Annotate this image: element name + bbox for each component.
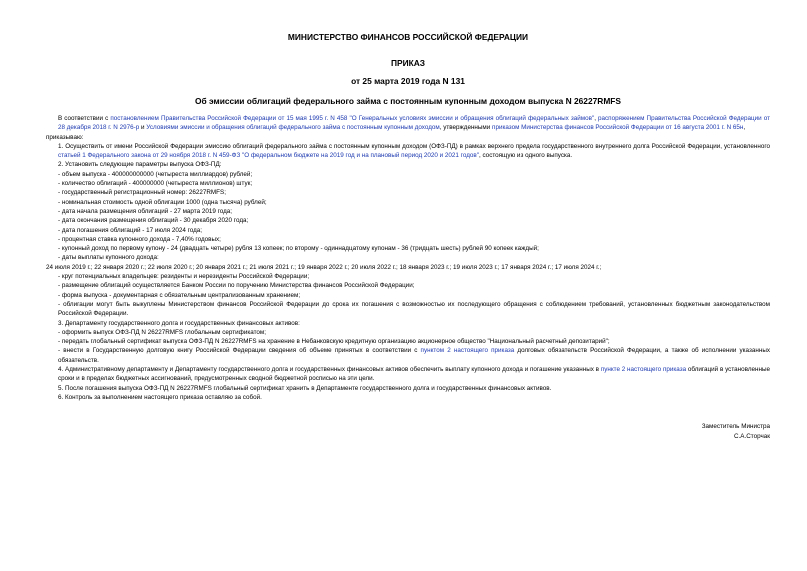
link-government-decree-458[interactable]: постановлением Правительства Российской Федерации от 15 мая 1995 г. N 458 "О Генеральных условиях эмиссии и обращения облигаций федеральных займов" <box>110 115 595 122</box>
item-6-paragraph: 6. Контроль за выполнением настоящего приказа оставляю за собой. <box>58 393 262 401</box>
item-3-c <box>46 346 770 365</box>
item-2-intro: 2. Установить следующие параметры выпуска ОФЗ-ПД: <box>58 161 222 169</box>
link-issue-conditions[interactable]: Условиями эмиссии и обращения облигаций федерального займа с постоянным купонным доходом <box>146 124 440 132</box>
param-buyback: - облигации могут быть выкуплены Министерством финансов Российской Федерации до срока их погашения с возможностью их последующего обращения с соблюдением требований, установленных бюджетным законодательством Российской Федерации. <box>58 300 770 318</box>
preamble-paragraph <box>46 114 770 133</box>
signatory-position: Заместитель Министра <box>701 423 770 430</box>
item-3-c-text: долговых обязательств Российской Федерации, а также об исполнении указанных обязательств. <box>58 347 771 364</box>
param-bond-count: - количество облигаций - 400000000 (четыреста миллионов) штук; <box>58 180 253 188</box>
param-nominal-value: - номинальная стоимость одной облигации 1000 (одна тысяча) рублей; <box>58 198 267 206</box>
item-1-text: , состоящую из одного выпуска. <box>478 152 573 160</box>
param-coupon-rate: - процентная ставка купонного дохода - 7,40% годовых; <box>58 235 221 243</box>
item-5-paragraph: 5. После погашения выпуска ОФЗ-ПД N 26227RMFS глобальный сертификат хранить в Департаменте государственного долга и государственных финансовых активов. <box>58 384 552 392</box>
item-4-paragraph <box>46 365 770 384</box>
item-3-a: - оформить выпуск ОФЗ-ПД N 26227RMFS глобальным сертификатом; <box>58 328 266 336</box>
param-coupon-dates-label: - даты выплаты купонного дохода: <box>58 254 159 262</box>
ministry-heading: МИНИСТЕРСТВО ФИНАНСОВ РОССИЙСКОЙ ФЕДЕРАЦИИ <box>287 32 529 42</box>
date-number-heading: от 25 марта 2019 года N 131 <box>351 76 465 86</box>
param-coupon-income: - купонный доход по первому купону - 24 (двадцать четыре) рубля 13 копеек; по второму - одиннадцатому купонам - 36 (тридцать шесть) рублей 90 копеек каждый; <box>58 245 539 253</box>
document-title: Об эмиссии облигаций федерального займа с постоянным купонным доходом выпуска N 26227RMFS <box>194 96 622 106</box>
param-placement-end: - дата окончания размещения облигаций - 30 декабря 2020 года; <box>58 217 249 225</box>
item-4-text: облигаций в установленные сроки и в пределах бюджетных ассигнований, предусмотренных сводной бюджетной росписью на эти цели. <box>58 366 770 383</box>
param-registration-number: - государственный регистрационный номер: 26227RMFS; <box>58 189 226 197</box>
param-maturity-date: - дата погашения облигаций - 17 июля 2024 года; <box>58 226 203 234</box>
link-federal-law-459-fz[interactable]: статьей 1 Федерального закона от 29 ноября 2018 г. N 459-ФЗ "О федеральном бюджете на 2019 год и на плановый период 2020 и 2021 годов" <box>58 152 479 160</box>
preamble-text: и <box>139 124 147 132</box>
orders-line: приказываю: <box>46 133 84 141</box>
doc-type-heading: ПРИКАЗ <box>390 58 426 68</box>
preamble-text: , <box>743 124 746 132</box>
item-1-paragraph <box>46 142 770 161</box>
link-order-2976-r[interactable]: распоряжением Правительства Российской Федерации от 28 декабря 2018 г. N 2976-р <box>58 115 770 132</box>
preamble-text: В соответствии с <box>58 115 111 122</box>
preamble-text: , <box>594 115 599 122</box>
coupon-payment-dates: 24 июля 2019 г.; 22 января 2020 г.; 22 июля 2020 г.; 20 января 2021 г.; 21 июля 2021 г.; 19 января 2022 г.; 20 июля 2022 г.; 18 января 2023 г.; 19 июля 2023 г.; 17 января 2024 г.; 17 июля 2024 г.; <box>46 263 602 271</box>
link-minfin-order-65n[interactable]: приказом Министерства финансов Российской Федерации от 16 августа 2001 г. N 65н <box>492 124 744 132</box>
link-item-2[interactable]: пункте 2 настоящего приказа <box>600 366 687 374</box>
preamble-text: , утвержденными <box>439 124 493 132</box>
param-issue-volume: - объем выпуска - 400000000000 (четыреста миллиардов) рублей; <box>58 170 253 178</box>
item-1-text: 1. Осуществить от имени Российской Федерации эмиссию облигаций федерального займа с постоянным купонным доходом (ОФЗ-ПД) в рамках верхнего предела государственного внутреннего долга Российской Федерации, установленного <box>58 142 770 150</box>
param-placement-start: - дата начала размещения облигаций - 27 марта 2019 года; <box>58 207 233 215</box>
param-placement-agent: - размещение облигаций осуществляется Банком России по поручению Министерства финансов Российской Федерации; <box>58 282 415 290</box>
signatory-name: С.А.Сторчак <box>733 433 770 440</box>
item-3-c-text: - внести в Государственную долговую книгу Российской Федерации сведения об объеме принятых в соответствии с <box>58 347 421 355</box>
param-holders: - круг потенциальных владельцев: резиденты и нерезиденты Российской Федерации; <box>58 273 310 281</box>
document-page <box>46 32 770 402</box>
signature-block <box>702 422 770 442</box>
link-item-2[interactable]: пунктом 2 настоящего приказа <box>420 347 515 355</box>
param-issue-form: - форма выпуска - документарная с обязательным централизованным хранением; <box>58 291 301 299</box>
item-3-b: - передать глобальный сертификат выпуска ОФЗ-ПД N 26227RMFS на хранение в Небанковскую кредитную организацию акционерное общество "Национальный расчетный депозитарий"; <box>58 338 610 346</box>
item-4-text: 4. Административному департаменту и Департаменту государственного долга и государственных финансовых активов обеспечить выплату купонного дохода и погашение указанных в <box>58 366 601 374</box>
item-3-intro: 3. Департаменту государственного долга и государственных финансовых активов: <box>58 319 300 327</box>
